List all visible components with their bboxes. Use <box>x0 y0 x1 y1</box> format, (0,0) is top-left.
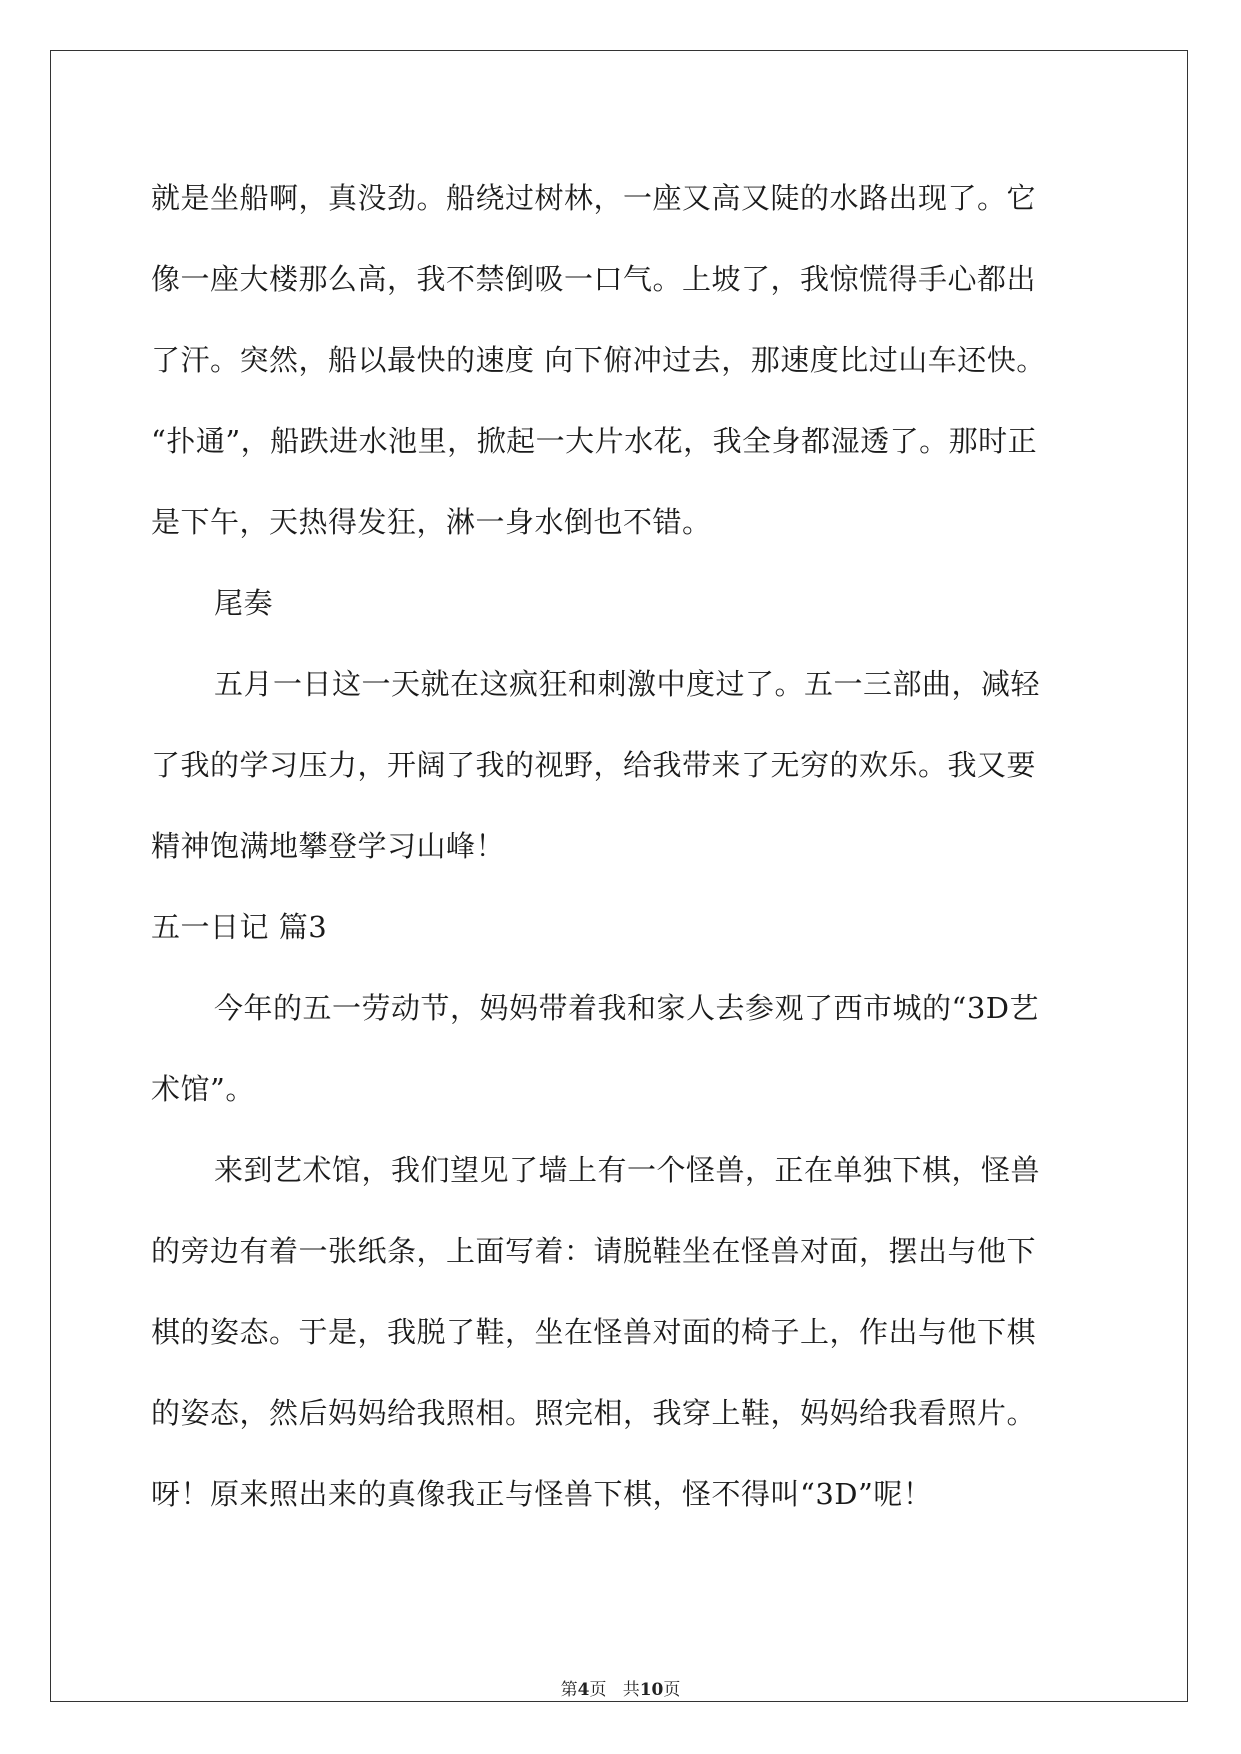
page-footer <box>0 1675 1241 1700</box>
text-line-1: 就是坐船啊，真没劲。船绕过树林，一座又高又陡的水路出现了。它 <box>151 181 1037 215</box>
text-line-8: 了我的学习压力，开阔了我的视野，给我带来了无穷的欢乐。我又要 <box>151 748 1037 782</box>
footer-total-unit: 页 <box>663 1680 681 1700</box>
footer-page-unit: 页 <box>589 1680 607 1700</box>
text-line-11: 今年的五一劳动节，妈妈带着我和家人去参观了西市城的“3D艺 <box>214 991 1040 1025</box>
footer-total-prefix: 共 <box>622 1680 640 1700</box>
article-heading: 五一日记 篇3 <box>151 910 328 944</box>
text-line-14: 的旁边有着一张纸条，上面写着：请脱鞋坐在怪兽对面，摆出与他下 <box>151 1234 1037 1268</box>
current-page-number: 4 <box>577 1680 590 1700</box>
text-line-12: 术馆”。 <box>151 1072 255 1106</box>
text-line-16: 的姿态，然后妈妈给我照相。照完相，我穿上鞋，妈妈给我看照片。 <box>151 1396 1037 1430</box>
total-pages-number: 10 <box>639 1680 664 1700</box>
footer-prefix: 第 <box>560 1680 578 1700</box>
text-line-7: 五月一日这一天就在这疯狂和刺激中度过了。五一三部曲，减轻 <box>214 667 1041 701</box>
text-line-17: 呀！原来照出来的真像我正与怪兽下棋，怪不得叫“3D”呢！ <box>151 1477 933 1511</box>
document-body <box>151 158 1086 1535</box>
text-line-15: 棋的姿态。于是，我脱了鞋，坐在怪兽对面的椅子上，作出与他下棋 <box>151 1315 1037 1349</box>
text-line-9: 精神饱满地攀登学习山峰！ <box>151 829 506 863</box>
text-line-3: 了汗。突然，船以最快的速度 向下俯冲过去，那速度比过山车还快。 <box>151 343 1046 377</box>
section-label-coda: 尾奏 <box>214 586 274 620</box>
text-line-13: 来到艺术馆，我们望见了墙上有一个怪兽，正在单独下棋，怪兽 <box>214 1153 1041 1187</box>
text-line-2: 像一座大楼那么高，我不禁倒吸一口气。上坡了，我惊慌得手心都出 <box>151 262 1037 296</box>
text-line-5: 是下午，天热得发狂，淋一身水倒也不错。 <box>151 505 712 539</box>
text-line-4: “扑通”，船跌进水池里，掀起一大片水花，我全身都湿透了。那时正 <box>151 424 1038 458</box>
